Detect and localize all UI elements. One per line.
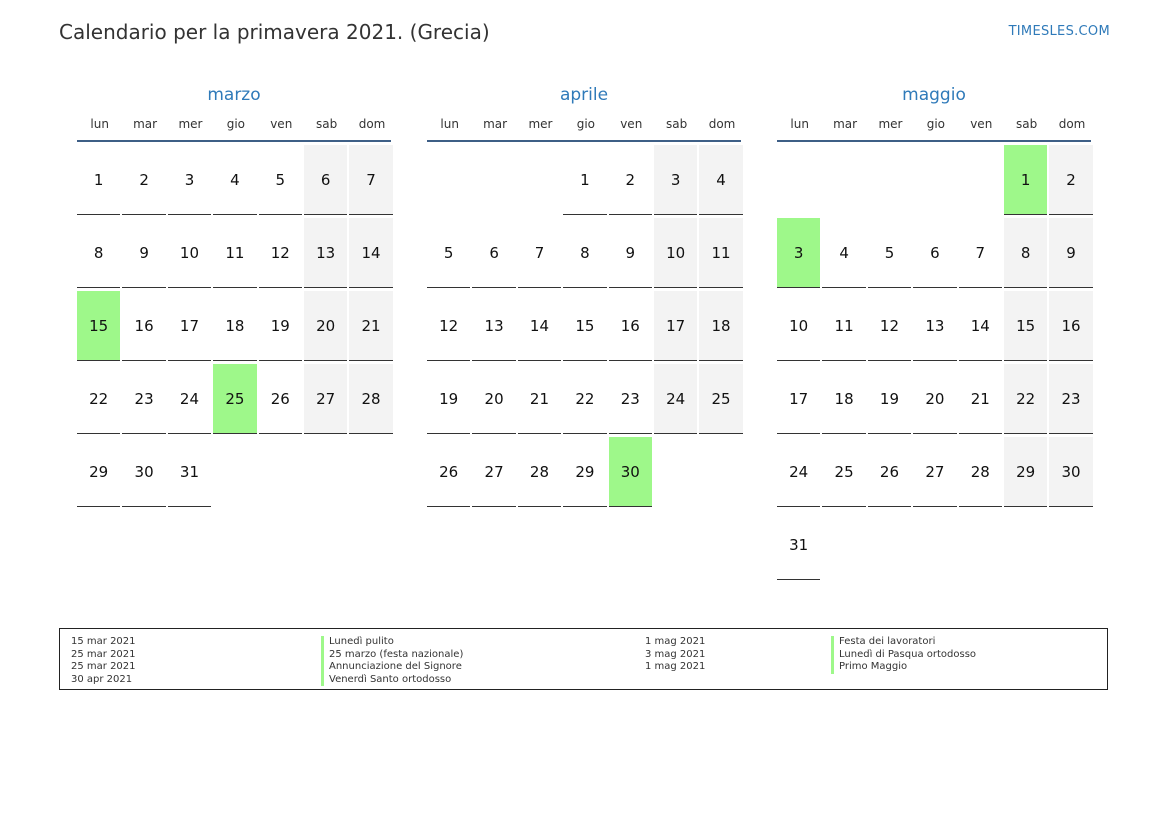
day-cell: 12 [259, 218, 302, 288]
day-cell: 21 [349, 291, 392, 361]
legend-dates-left [71, 636, 136, 686]
empty-cell [518, 145, 561, 215]
legend-date: 15 mar 2021 [71, 636, 136, 647]
legend-date: 1 mag 2021 [645, 636, 706, 647]
day-cell: 2 [1049, 145, 1092, 215]
empty-cell [822, 145, 865, 215]
day-cell: 14 [959, 291, 1002, 361]
day-cell: 29 [563, 437, 606, 507]
holiday-legend [59, 628, 1108, 690]
legend-date: 25 mar 2021 [71, 661, 136, 672]
day-cell: 3 [654, 145, 697, 215]
day-cell: 2 [122, 145, 165, 215]
legend-holiday-name: Lunedì di Pasqua ortodosso [831, 649, 976, 662]
day-cell: 27 [472, 437, 515, 507]
weekday-label: mar [833, 117, 858, 131]
weekday-label: sab [666, 117, 688, 131]
day-cell: 4 [213, 145, 256, 215]
day-cell: 29 [1004, 437, 1047, 507]
weekday-label: lun [790, 117, 809, 131]
day-cell: 5 [868, 218, 911, 288]
day-cell: 6 [472, 218, 515, 288]
day-cell: 28 [959, 437, 1002, 507]
day-cell: 4 [699, 145, 742, 215]
weekday-label: lun [440, 117, 459, 131]
day-cell: 23 [122, 364, 165, 434]
day-cell: 1 [77, 145, 120, 215]
day-cell: 17 [777, 364, 820, 434]
day-cell: 8 [563, 218, 606, 288]
day-cell: 23 [1049, 364, 1092, 434]
empty-cell [427, 145, 470, 215]
day-cell: 6 [304, 145, 347, 215]
day-cell: 10 [168, 218, 211, 288]
weekday-label: mar [483, 117, 508, 131]
day-cell: 16 [1049, 291, 1092, 361]
day-cell: 11 [699, 218, 742, 288]
weekday-label: gio [576, 117, 596, 131]
day-cell: 18 [822, 364, 865, 434]
weekday-label: dom [1058, 117, 1086, 131]
day-cell: 9 [1049, 218, 1092, 288]
day-cell: 15 [563, 291, 606, 361]
day-cell: 27 [913, 437, 956, 507]
weekday-label: sab [1016, 117, 1038, 131]
legend-holiday-name: Annunciazione del Signore [321, 661, 463, 674]
day-cell: 20 [913, 364, 956, 434]
day-cell: 25 [822, 437, 865, 507]
weekday-label: ven [270, 117, 293, 131]
day-cell: 26 [427, 437, 470, 507]
days-grid [77, 142, 391, 507]
day-cell: 18 [213, 291, 256, 361]
holiday-day-cell: 3 [777, 218, 820, 288]
days-grid [777, 142, 1091, 580]
legend-date: 1 mag 2021 [645, 661, 706, 672]
day-cell: 7 [518, 218, 561, 288]
day-cell: 13 [913, 291, 956, 361]
day-cell: 29 [77, 437, 120, 507]
holiday-day-cell: 30 [609, 437, 652, 507]
weekday-label: mar [133, 117, 158, 131]
day-cell: 14 [349, 218, 392, 288]
day-cell: 10 [654, 218, 697, 288]
weekday-label: mer [528, 117, 553, 131]
day-cell: 17 [654, 291, 697, 361]
day-cell: 20 [472, 364, 515, 434]
empty-cell [959, 145, 1002, 215]
legend-dates-right [645, 636, 705, 674]
legend-holiday-name: 25 marzo (festa nazionale) [321, 649, 463, 662]
day-cell: 21 [518, 364, 561, 434]
month-april [427, 84, 741, 507]
month-may [777, 84, 1091, 580]
day-cell: 11 [213, 218, 256, 288]
site-link[interactable]: TIMESLES.COM [1008, 24, 1110, 39]
empty-cell [777, 145, 820, 215]
day-cell: 22 [1004, 364, 1047, 434]
legend-names-right [831, 636, 976, 674]
legend-holiday-name: Festa dei lavoratori [831, 636, 976, 649]
day-cell: 17 [168, 291, 211, 361]
day-cell: 16 [122, 291, 165, 361]
day-cell: 21 [959, 364, 1002, 434]
month-march [77, 84, 391, 507]
day-cell: 28 [518, 437, 561, 507]
day-cell: 16 [609, 291, 652, 361]
day-cell: 30 [1049, 437, 1092, 507]
day-cell: 7 [349, 145, 392, 215]
weekday-label: gio [226, 117, 246, 131]
day-cell: 9 [609, 218, 652, 288]
weekday-label: sab [316, 117, 338, 131]
day-cell: 26 [259, 364, 302, 434]
day-cell: 12 [427, 291, 470, 361]
weekday-label: mer [878, 117, 903, 131]
day-cell: 24 [777, 437, 820, 507]
day-cell: 9 [122, 218, 165, 288]
day-cell: 13 [472, 291, 515, 361]
day-cell: 13 [304, 218, 347, 288]
empty-cell [868, 145, 911, 215]
holiday-day-cell: 25 [213, 364, 256, 434]
day-cell: 6 [913, 218, 956, 288]
day-cell: 1 [563, 145, 606, 215]
weekday-label: mer [178, 117, 203, 131]
day-cell: 31 [777, 510, 820, 580]
legend-date: 25 mar 2021 [71, 648, 136, 660]
weekday-label: dom [708, 117, 736, 131]
legend-date: 30 apr 2021 [71, 673, 133, 685]
day-cell: 2 [609, 145, 652, 215]
day-cell: 3 [168, 145, 211, 215]
holiday-day-cell: 15 [77, 291, 120, 361]
day-cell: 15 [1004, 291, 1047, 361]
legend-names-left [321, 636, 463, 686]
legend-date: 3 mag 2021 [645, 648, 706, 660]
day-cell: 18 [699, 291, 742, 361]
day-cell: 14 [518, 291, 561, 361]
legend-holiday-name: Lunedì pulito [321, 636, 463, 649]
day-cell: 19 [259, 291, 302, 361]
legend-holiday-name: Primo Maggio [831, 661, 976, 674]
day-cell: 30 [122, 437, 165, 507]
weekday-header [777, 116, 1091, 142]
day-cell: 4 [822, 218, 865, 288]
day-cell: 24 [168, 364, 211, 434]
day-cell: 8 [77, 218, 120, 288]
weekday-header [77, 116, 391, 142]
day-cell: 26 [868, 437, 911, 507]
day-cell: 7 [959, 218, 1002, 288]
day-cell: 22 [563, 364, 606, 434]
weekday-label: lun [90, 117, 109, 131]
day-cell: 10 [777, 291, 820, 361]
weekday-label: dom [358, 117, 386, 131]
day-cell: 28 [349, 364, 392, 434]
weekday-label: ven [970, 117, 993, 131]
month-name: marzo [207, 85, 261, 105]
holiday-day-cell: 1 [1004, 145, 1047, 215]
month-name: maggio [902, 85, 966, 105]
day-cell: 11 [822, 291, 865, 361]
weekday-label: gio [926, 117, 946, 131]
day-cell: 5 [259, 145, 302, 215]
day-cell: 8 [1004, 218, 1047, 288]
day-cell: 5 [427, 218, 470, 288]
day-cell: 22 [77, 364, 120, 434]
empty-cell [913, 145, 956, 215]
page-title: Calendario per la primavera 2021. (Grecia) [59, 20, 490, 44]
days-grid [427, 142, 741, 507]
day-cell: 23 [609, 364, 652, 434]
legend-holiday-name: Venerdì Santo ortodosso [321, 674, 463, 687]
day-cell: 31 [168, 437, 211, 507]
empty-cell [472, 145, 515, 215]
day-cell: 24 [654, 364, 697, 434]
day-cell: 27 [304, 364, 347, 434]
day-cell: 25 [699, 364, 742, 434]
day-cell: 19 [427, 364, 470, 434]
month-name: aprile [559, 85, 609, 105]
weekday-header [427, 116, 741, 142]
day-cell: 20 [304, 291, 347, 361]
day-cell: 12 [868, 291, 911, 361]
weekday-label: ven [620, 117, 643, 131]
day-cell: 19 [868, 364, 911, 434]
